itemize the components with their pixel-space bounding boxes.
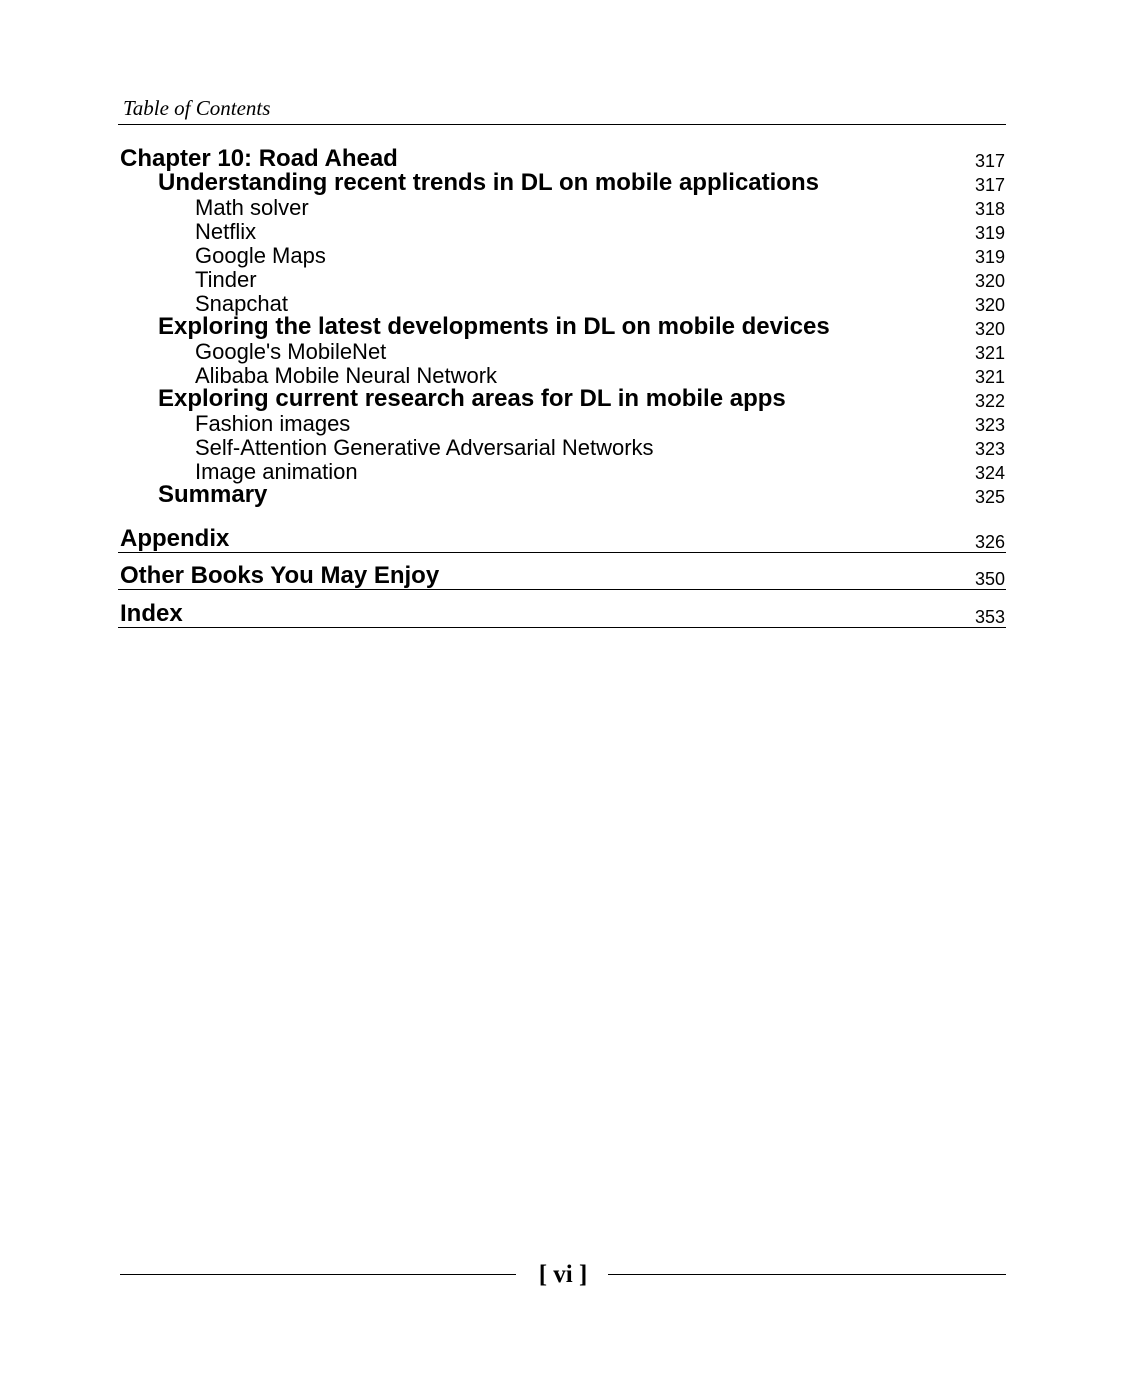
toc-entry-title: Index — [120, 600, 183, 627]
toc-entry-title: Fashion images — [195, 411, 351, 436]
toc-entry-title: Google's MobileNet — [195, 339, 387, 364]
toc-entry-title: Tinder — [195, 267, 257, 292]
toc-entry-page: 324 — [974, 463, 1005, 483]
toc-entry-title: Google Maps — [195, 243, 326, 268]
table-of-contents — [120, 146, 1006, 508]
toc-entry-title: Alibaba Mobile Neural Network — [195, 363, 498, 388]
toc-entry-title: Self-Attention Generative Adversarial Networks — [195, 435, 654, 460]
toc-part-index[interactable] — [118, 599, 1006, 628]
toc-subsection[interactable] — [120, 196, 1006, 220]
toc-entry-page: 320 — [974, 271, 1005, 291]
toc-entry-page: 320 — [974, 319, 1005, 339]
toc-entry-page: 317 — [974, 151, 1005, 171]
toc-part-other-books[interactable] — [118, 561, 1006, 590]
toc-entry-title: Other Books You May Enjoy — [120, 562, 440, 589]
toc-entry-title: Summary — [158, 481, 268, 508]
toc-subsection[interactable] — [120, 244, 1006, 268]
toc-entry-page: 317 — [974, 175, 1005, 195]
toc-entry-title: Snapchat — [195, 291, 288, 316]
toc-entry-title: Netflix — [195, 219, 257, 244]
toc-entry-page: 321 — [974, 343, 1005, 363]
footer-rule-left — [120, 1274, 516, 1275]
toc-entry-page: 350 — [974, 569, 1005, 589]
toc-entry-page: 325 — [974, 487, 1005, 507]
toc-section-summary[interactable] — [120, 481, 1006, 508]
toc-entry-page: 326 — [974, 532, 1005, 552]
toc-subsection[interactable] — [120, 268, 1006, 292]
toc-subsection[interactable] — [120, 436, 1006, 460]
toc-entry-title: Understanding recent trends in DL on mobile applications — [158, 169, 819, 196]
toc-entry-page: 322 — [974, 391, 1005, 411]
toc-entry-page: 323 — [974, 415, 1005, 435]
toc-entry-page: 320 — [974, 295, 1005, 315]
page-footer — [120, 1260, 1006, 1292]
toc-entry-title: Exploring the latest developments in DL on mobile devices — [158, 313, 830, 340]
footer-rule-right — [608, 1274, 1006, 1275]
toc-section[interactable] — [120, 385, 1006, 412]
toc-entry-page: 318 — [974, 199, 1005, 219]
running-header — [118, 94, 1006, 125]
running-header-title: Table of Contents — [123, 96, 271, 120]
toc-section[interactable] — [120, 313, 1006, 340]
page-number: [ vi ] — [538, 1261, 588, 1288]
toc-entry-title: Exploring current research areas for DL in mobile apps — [158, 385, 786, 412]
toc-entry-page: 321 — [974, 367, 1005, 387]
toc-entry-page: 319 — [974, 223, 1005, 243]
toc-part-appendix[interactable] — [118, 524, 1006, 553]
toc-entry-page: 319 — [974, 247, 1005, 267]
toc-entry-page: 323 — [974, 439, 1005, 459]
toc-entry-title: Chapter 10: Road Ahead — [120, 145, 398, 172]
toc-subsection[interactable] — [120, 220, 1006, 244]
toc-subsection[interactable] — [120, 412, 1006, 436]
toc-entry-title: Math solver — [195, 195, 309, 220]
toc-entry-page: 353 — [974, 607, 1005, 627]
toc-subsection[interactable] — [120, 340, 1006, 364]
toc-entry-title: Image animation — [195, 459, 358, 484]
toc-section[interactable] — [120, 169, 1006, 196]
toc-entry-title: Appendix — [120, 525, 230, 552]
